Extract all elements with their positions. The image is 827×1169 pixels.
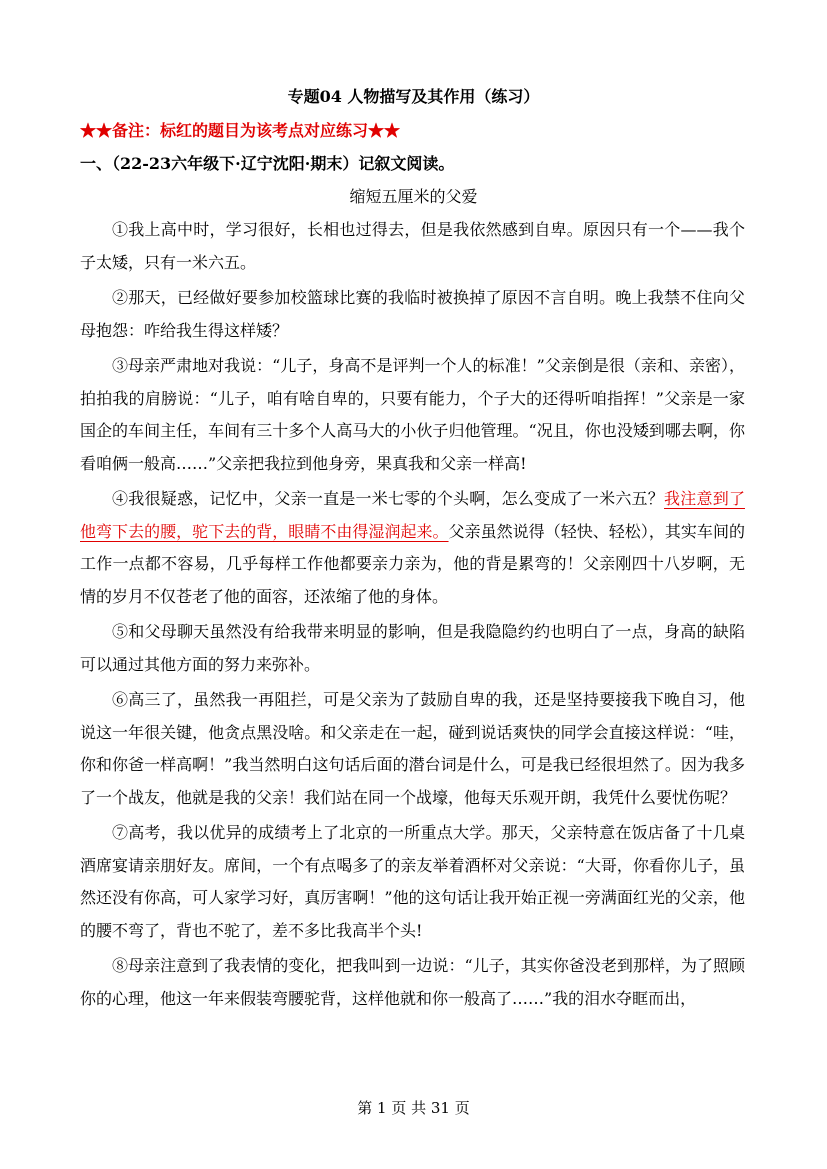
- paragraph-5: ⑤和父母聊天虽然没有给我带来明显的影响，但是我隐隐约约也明白了一点，身高的缺陷可以通过其他方面的努力来弥补。: [80, 622, 745, 674]
- paragraph-3: ③母亲严肃地对我说：“儿子，身高不是评判一个人的标准！”父亲倒是很（亲和、亲密），拍拍我的肩膀说：“儿子，咱有啥自卑的，只要有能力，个子大的还得听咱指挥！”父亲是一家国企的车间主任，车间有三十多个人高马大的小伙子归他管理。“况且，你也没矮到哪去啊，你看咱俩一般高……”父亲把我拉到他身旁，果真我和父亲一样高!: [80, 356, 745, 473]
- page-title: 专题04 人物描写及其作用（练习）: [287, 87, 540, 106]
- paragraph-1: ①我上高中时，学习很好，长相也过得去，但是我依然感到自卑。原因只有一个——我个子太矮，只有一米六五。: [80, 220, 745, 272]
- page-footer: 第 1 页 共 31 页: [357, 1099, 470, 1117]
- section-heading: 一、（22-23六年级下·辽宁沈阳·期末）记叙文阅读。: [80, 154, 455, 173]
- paragraph-8: ⑧母亲注意到了我表情的变化，把我叫到一边说：“儿子，其实你爸没老到那样，为了照顾你的心理，他这一年来假装弯腰驼背，这样他就和你一般高了……”我的泪水夺眶而出，: [80, 956, 745, 1008]
- paragraph-2: ②那天，已经做好要参加校篮球比赛的我临时被换掉了原因不言自明。晚上我禁不住向父母抱怨：咋给我生得这样矮？: [80, 288, 745, 340]
- article-body: [80, 214, 745, 1018]
- red-note: ★★备注：标红的题目为该考点对应练习★★: [80, 121, 401, 140]
- paragraph-6: ⑥高三了，虽然我一再阻拦，可是父亲为了鼓励自卑的我，还是坚持要接我下晚自习，他说这一年很关键，他贪点黑没啥。和父亲走在一起，碰到说话爽快的同学会直接这样说：“哇，你和你爸一样高啊！”我当然明白这句话后面的潜台词是什么，可是我已经很坦然了。因为我多了一个战友，他就是我的父亲！我们站在同一个战壕，他每天乐观开朗，我凭什么要忧伤呢？: [80, 690, 745, 807]
- article-title: 缩短五厘米的父爱: [349, 187, 478, 206]
- highlighted-sentence: 我注意到了他弯下去的腰，驼下去的背，眼睛不由得湿润起来。: [80, 489, 745, 541]
- paragraph-4-after: 父亲虽然说得（轻快、轻松），其实车间的工作一点都不容易，几乎每样工作他都要亲力亲为，他的背是累弯的！父亲刚四十八岁啊，无情的岁月不仅苍老了他的面容，还浓缩了他的身体。: [80, 521, 745, 606]
- paragraph-4-before: ④我很疑惑，记忆中，父亲一直是一米七零的个头啊，怎么变成了一米六五？: [112, 489, 665, 508]
- paragraph-4: [80, 483, 745, 613]
- paragraph-7: ⑦高考，我以优异的成绩考上了北京的一所重点大学。那天，父亲特意在饭店备了十几桌酒席宴请亲朋好友。席间，一个有点喝多了的亲友举着酒杯对父亲说：“大哥，你看你儿子，虽然还没有你高，可人家学习好，真厉害啊！”他的这句话让我开始正视一旁满面红光的父亲，他的腰不弯了，背也不驼了，差不多比我高半个头!: [80, 823, 745, 940]
